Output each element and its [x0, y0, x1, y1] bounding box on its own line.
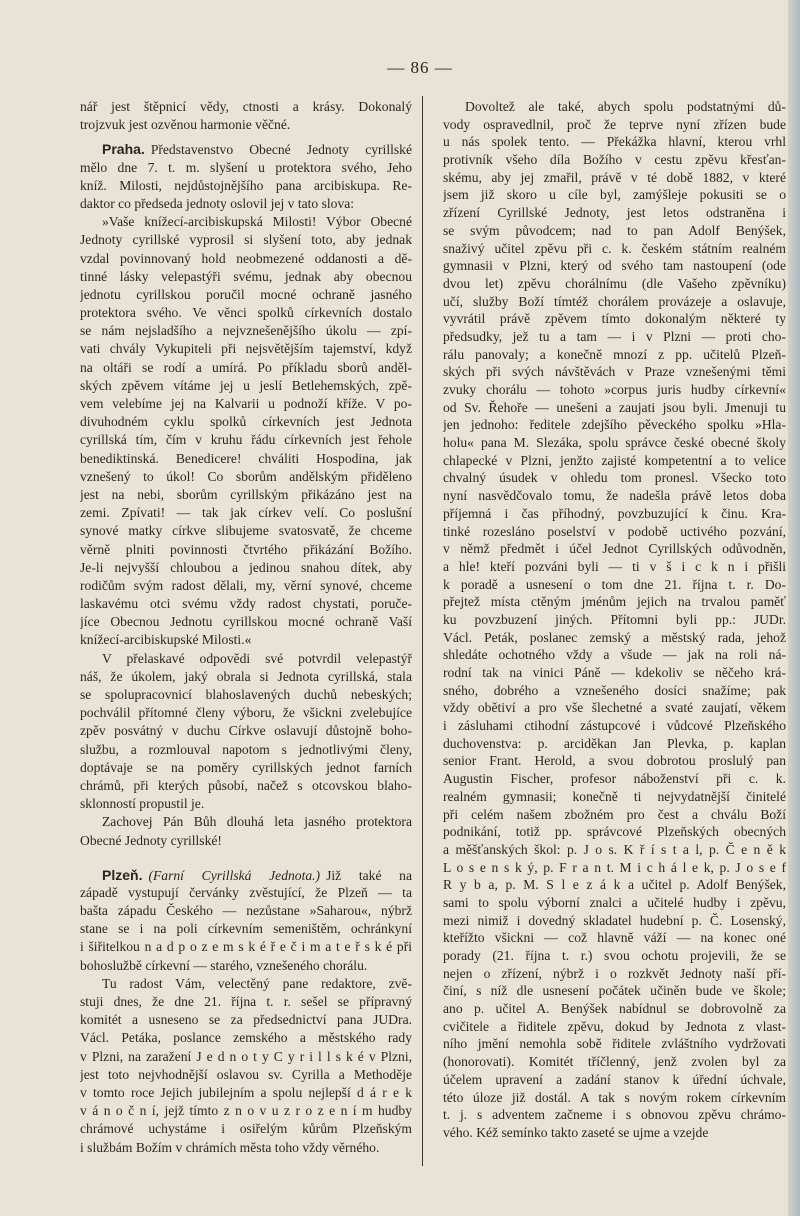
- text-line: [443, 1106, 786, 1124]
- text-line: [80, 668, 412, 686]
- text-line: [80, 613, 412, 631]
- text-line: [80, 559, 412, 577]
- line-text: V přelaskavé odpovědi své potvrdil velepastýř: [102, 650, 412, 666]
- text-line: [80, 938, 412, 956]
- line-text: a měšťanských škol: p. J o s. K ř í s t a l, p. Č e n ě k: [443, 841, 786, 857]
- line-text: a hle! kteří pozváni byli — ti v š i c k n i přišli: [443, 558, 786, 574]
- text-line: [443, 965, 786, 983]
- text-line: [443, 859, 786, 877]
- line-text: snaživý učitel zpěvu při c. k. českém státním realném: [443, 240, 786, 256]
- text-line: [80, 866, 412, 884]
- line-text: rodičům svým radost dělali, my, věrní synové, chceme: [80, 577, 412, 593]
- text-line: [443, 169, 786, 187]
- text-line: [80, 213, 412, 231]
- line-text: ských zpěvem vítáme jej u jeslí Betlehemských, zpě-: [80, 377, 412, 393]
- text-line: [443, 629, 786, 647]
- line-text: kteřížto všickni — což hlavně váží — na konec oné: [443, 930, 786, 946]
- line-text: vznešený to úkol! Co sborům andělským přiděleno: [80, 468, 412, 484]
- text-line: [443, 1071, 786, 1089]
- text-line: [80, 722, 412, 740]
- text-line: [443, 576, 786, 594]
- text-line: [80, 1102, 412, 1120]
- line-text: Představenstvo Obecné Jednoty cyrillské: [150, 142, 412, 158]
- line-text: nyní nasvědčovalo tomu, že nadešla právě letos doba: [443, 488, 786, 504]
- line-text: »Vaše knížecí-arcibiskupská Milosti! Výbor Obecné: [102, 214, 412, 230]
- text-line: [80, 468, 412, 486]
- line-text: vem velebíme jej na Kalvarii u podnoží kříže. V po-: [80, 396, 412, 411]
- paragraph: [80, 650, 412, 814]
- text-line: [80, 431, 412, 449]
- text-line: [80, 413, 412, 431]
- text-line: [80, 686, 412, 704]
- line-text: komitét a usneseno se za předsednictví pana JUDra.: [80, 1012, 412, 1028]
- line-text: jíce Obecnou Jednotu cyrillskou mocné ochraně Vaší: [80, 614, 412, 630]
- paragraph: [80, 98, 412, 134]
- text-line: [443, 717, 786, 735]
- line-text: na oltáři se rodí a umírá. Po příkladu sborů anděl-: [80, 359, 412, 375]
- text-line: [443, 558, 786, 576]
- line-text: jest na nebi, sborům cyrillským přikázáno jest na: [80, 486, 412, 502]
- line-text: bohoslužbě církevní — starého, vznešeného chorálu.: [80, 957, 368, 973]
- line-text: benediktinská. Benedicere! chváliti Hospodina, jak: [80, 450, 412, 466]
- line-text: daktor co předseda jednoty oslovil jej v tato slova:: [80, 195, 355, 211]
- line-text: náš, že úkolem, jaký obrala si Jednota cyrillská, stala: [80, 668, 412, 684]
- text-line: [443, 98, 786, 116]
- text-line: [80, 777, 412, 795]
- paragraph: [80, 866, 412, 975]
- line-text: skému, aby jej zmařil, právě v té době 1882, v které: [443, 169, 786, 185]
- text-line: [443, 1089, 786, 1107]
- text-line: [80, 759, 412, 777]
- text-line: [443, 328, 786, 346]
- line-text: shledáte ochotného vždy a všude — jak na roli ná-: [443, 647, 786, 663]
- text-line: [80, 304, 412, 322]
- text-line: [80, 595, 412, 613]
- line-text: ního jmění nemohla sobě řiditele zvláštního vydržovati: [443, 1036, 786, 1052]
- text-line: [443, 929, 786, 947]
- text-line: [80, 359, 412, 377]
- line-text: jest toto nejvhodnější oslavou sv. Cyrilla a Methoděje: [80, 1066, 412, 1082]
- text-line: [443, 399, 786, 417]
- line-text: zemi. Zpívati! — tak jak církev velí. Co poslušní: [80, 505, 412, 521]
- text-line: [80, 140, 412, 158]
- line-text: od Sv. Řehoře — unešeni a zaujati jsou byli. Jmenuji tu: [443, 399, 786, 415]
- line-text: Je-li nejvyšší chloubou a jedinou snahou dítek, aby: [80, 559, 412, 575]
- line-text: cyrillská tím, čím v kruhu řádu církevních jest řehole: [80, 432, 412, 448]
- text-line: [80, 340, 412, 358]
- text-line: [80, 98, 412, 116]
- line-text: věrně plniti povinnosti čtvrtého přikázání Božího.: [80, 541, 412, 557]
- text-line: [80, 631, 412, 649]
- line-text: v Plzni, na zaražení J e d n o t y C y r i l l s k é v Plzni,: [80, 1048, 412, 1064]
- text-line: [443, 204, 786, 222]
- line-text: Václ. Peták, poslanec zemský a městský rada, jehož: [443, 629, 786, 645]
- text-line: [443, 894, 786, 912]
- text-line: [443, 240, 786, 258]
- line-text: předsudky, jež tu a tam — i v Plzni — proti cho-: [443, 328, 786, 344]
- text-line: [80, 322, 412, 340]
- line-text: jsem již skoro u cíle byl, zamýšleje pokusiti se o: [443, 187, 786, 203]
- text-line: [80, 159, 412, 177]
- text-line: [80, 1048, 412, 1066]
- line-text: sklonností propustil je.: [80, 796, 205, 812]
- line-text: účelem upravení a zadání stanov k úřední úchvale,: [443, 1071, 786, 1087]
- text-line: [443, 151, 786, 169]
- line-text: gymnasii v Plzni, který od svého tam nastoupení (ode: [443, 258, 786, 274]
- line-text: kníž. Milosti, nejdůstojnějšího pana arcibiskupa. Re-: [80, 177, 412, 193]
- line-text: doptávaje se na poměry cyrillských jednot farních: [80, 759, 412, 775]
- line-text: zpěv posvátný v duchu Církve oslavují důstojně boho-: [80, 723, 412, 739]
- text-line: [443, 275, 786, 293]
- text-line: [443, 293, 786, 311]
- line-text: chrámové uchystáme i osiřelým kůrům Plzeňským: [80, 1121, 412, 1137]
- line-text: vého. Kéž semínko takto zaseté se ujme a vzejde: [443, 1124, 709, 1140]
- text-line: [443, 593, 786, 611]
- line-text: knížecí-arcibiskupské Milosti.«: [80, 632, 252, 648]
- line-text: nář jest štěpnicí vědy, ctnosti a krásy. Dokonalý: [80, 99, 412, 114]
- line-text: i šiřitelkou n a d p o z e m s k é ř e č i m a t e ř s k é při: [80, 939, 412, 955]
- line-text: mělo dne 7. t. m. slyšení u protektora svého, Jeho: [80, 159, 412, 175]
- text-line: [80, 795, 412, 813]
- line-text: vody ospravedlnil, proč že teprve nyní zřízen bude: [443, 116, 786, 132]
- text-line: [443, 646, 786, 664]
- paragraph: [80, 975, 412, 1157]
- line-text: (honorovati). Komitét tříčlenný, jenž zvolen byl za: [443, 1054, 786, 1070]
- line-text: trojzvuk jest ozvěnou harmonie věčné.: [80, 117, 291, 133]
- text-line: [443, 823, 786, 841]
- text-line: [443, 770, 786, 788]
- text-line: [443, 806, 786, 824]
- text-line: [443, 257, 786, 275]
- page-number: — 86 —: [387, 58, 453, 77]
- text-line: [443, 947, 786, 965]
- line-text: jen jednoho: ředitele zdejšího pěveckého spolku »Hla-: [443, 417, 786, 433]
- line-text: k poradě a usnesení o tom dne 21. října t. r. Do-: [443, 576, 786, 592]
- line-text: tinké rozesláno poselství v podobě uctivého pozvání,: [443, 523, 786, 539]
- text-line: [443, 752, 786, 770]
- line-text: ku povzbuzení jiných. Přítomni byli pp.: JUDr.: [443, 611, 786, 627]
- line-text: L o s e n s k ý, p. F r a n t. M i c h á l e k, p. J o s e f: [443, 859, 786, 875]
- text-line: [443, 452, 786, 470]
- line-text: činí, s níž dle usnesení počátek učiněn bude ve škole;: [443, 983, 786, 999]
- line-text: podnikání, totiž pp. správcové Plzeňských obecných: [443, 824, 786, 840]
- line-text: laskavému otci svému vždy radost chystati, poruče-: [80, 596, 412, 612]
- line-text: ských při svých návštěvách v Praze vznešenými těmi: [443, 364, 786, 380]
- text-line: [80, 832, 412, 850]
- line-text: R y b a, p. M. S l e z á k a učitel p. Adolf Benýšek,: [443, 877, 786, 893]
- paragraph: [80, 140, 412, 213]
- text-line: [443, 186, 786, 204]
- text-line: [80, 286, 412, 304]
- line-text: protivník všeho díla Božího v cestu zpěvu křesťan-: [443, 152, 786, 168]
- text-line: [443, 1053, 786, 1071]
- text-line: [443, 1000, 786, 1018]
- text-line: [80, 902, 412, 920]
- line-text: zřízení Cyrillské Jednoty, jest letos odstraněna i: [443, 205, 786, 221]
- text-line: [80, 395, 412, 413]
- line-text: ano p. učitel A. Benýšek nabídnul se dobrovolně za: [443, 1001, 786, 1017]
- line-text: se nám nejsladšího a nejvznešenějšího úkolu — zpí-: [80, 323, 412, 339]
- text-line: [443, 116, 786, 134]
- text-line: [80, 884, 412, 902]
- left-column: [80, 98, 412, 1157]
- text-line: [443, 505, 786, 523]
- text-line: [80, 1066, 412, 1084]
- line-text: vzdal povinnovaný hold neobmezené oddanosti a dě-: [80, 250, 412, 266]
- line-text: duchovenstva: p. arciděkan Jan Plevka, p. kaplan: [443, 735, 786, 751]
- text-line: [443, 912, 786, 930]
- line-text: při celém našem zbožném pro čest a chválu Boží: [443, 806, 786, 822]
- paragraph: [80, 813, 412, 849]
- text-line: [443, 1018, 786, 1036]
- line-text: chlapecké v Plzni, jenžto zajisté kompetentní a to velice: [443, 452, 786, 468]
- line-text: západě vystupují červánky zvěstující, že Plzeň — ta: [80, 884, 412, 900]
- line-text: v němž předmět i účel Jednot Cyrillských odůvodněn,: [443, 541, 786, 557]
- page-edge: [788, 0, 800, 1216]
- line-text: realném gymnasii; konečně ti nejvydatnější činitelé: [443, 788, 786, 804]
- text-line: [80, 920, 412, 938]
- text-line: [443, 346, 786, 364]
- text-line: [443, 523, 786, 541]
- section-heading: Plzeň.: [102, 866, 143, 883]
- text-line: [80, 1139, 412, 1157]
- text-line: [80, 486, 412, 504]
- text-line: [80, 813, 412, 831]
- line-text: Zachovej Pán Bůh dlouhá leta jasného protektora: [102, 814, 412, 830]
- text-line: [80, 268, 412, 286]
- line-text: Dovoltež ale také, abych spolu podstatnými dů-: [465, 99, 786, 114]
- text-line: [443, 982, 786, 1000]
- line-text: tinné lásky velepastýři svému, jednak aby obecnou: [80, 268, 412, 284]
- line-text: t. j. s adventem začneme i s obnovou zpěvu chrámo-: [443, 1107, 786, 1123]
- text-line: [80, 1084, 412, 1102]
- text-line: [80, 377, 412, 395]
- line-text: stane se i na poli církevním semeništěm, ochránkyní: [80, 921, 412, 937]
- line-text: Tu radost Vám, velectěný pane redaktore, zvě-: [102, 975, 412, 991]
- text-line: [80, 250, 412, 268]
- line-text: se svým původcem; nad to pan Adolf Benýšek,: [443, 222, 786, 238]
- line-text: chvalný úsudek v ohledu tom pronesl. Všecko toto: [443, 470, 786, 486]
- text-line: [80, 1029, 412, 1047]
- text-line: [80, 704, 412, 722]
- text-line: [443, 1035, 786, 1053]
- line-text: přejtež místa ctěným jménům jejich na trvalou paměť: [443, 594, 786, 610]
- text-line: [443, 841, 786, 859]
- text-line: [443, 416, 786, 434]
- text-line: [80, 504, 412, 522]
- text-line: [443, 381, 786, 399]
- line-text: synové matky církve slibujeme svatosvatě, že chceme: [80, 523, 412, 539]
- text-line: [443, 469, 786, 487]
- line-text: i zásluhami ctihodní zástupcové i vůdcové Plzeňského: [443, 718, 786, 734]
- line-text: vati chvály Vykupiteli při nejsvětějším tajemství, když: [80, 341, 412, 357]
- text-line: [443, 434, 786, 452]
- line-text: u nás spolek tento. — Překážka hlavní, kterou vrhl: [443, 134, 786, 150]
- line-text: jednotu cyrillskou poručil mocné ochraně jasného: [80, 286, 412, 302]
- line-text: v tomto roce Jejich jubilejním a spolu nejlepší d á r e k: [80, 1084, 412, 1100]
- line-text: stuji dnes, že dne 21. října t. r. sešel se přípravný: [80, 994, 412, 1009]
- text-line: [80, 741, 412, 759]
- text-line: [80, 650, 412, 668]
- section-subheading: (Farní Cyrillská Jednota.): [148, 867, 321, 883]
- text-line: [80, 450, 412, 468]
- text-line: [80, 957, 412, 975]
- text-line: [443, 1124, 786, 1142]
- column-divider: [422, 96, 423, 1166]
- line-text: senior Frant. Herold, a svou dobrotou proslulý pan: [443, 753, 786, 769]
- text-line: [80, 522, 412, 540]
- line-text: Již také na: [326, 867, 412, 883]
- line-text: Augustin Fischer, profesor náboženství při c. k.: [443, 771, 786, 787]
- line-text: příjemná i čas příhodný, povzbuzující k činu. Kra-: [443, 505, 786, 521]
- line-text: cvičitele a řiditele zpěvu, dokud by Jednota z vlast-: [443, 1018, 786, 1034]
- text-line: [80, 577, 412, 595]
- text-line: [80, 231, 412, 249]
- line-text: sami to spolu výborní znalci a učitelé hudby i zpěvu,: [443, 894, 786, 910]
- line-text: vyvrátil právě zpěvem tímto dokonalým některé ty: [443, 311, 786, 327]
- line-text: porady (21. října t. r.) svou ochotu projevili, že se: [443, 948, 786, 963]
- text-line: [80, 1011, 412, 1029]
- line-text: divuhodném cyklu spolků církevních jest Jednota: [80, 414, 412, 430]
- text-line: [80, 975, 412, 993]
- text-line: [80, 195, 412, 213]
- line-text: rodní tak na vinici Páně — kdekoliv se něčeho krá-: [443, 665, 786, 680]
- text-line: [443, 682, 786, 700]
- line-text: protektora svého. Ve věnci spolků církevních dostalo: [80, 305, 412, 321]
- line-text: sného, dobrého a vznešeného dosíci snažíme; pak: [443, 682, 786, 698]
- text-line: [443, 876, 786, 894]
- line-text: službu, a rozmlouval napotom s jednotlivými členy,: [80, 741, 412, 757]
- text-line: [443, 699, 786, 717]
- line-text: nejen o zřízení, nýbrž i o rozkvět Jednoty naší pří-: [443, 965, 786, 981]
- line-text: vždy obětiví a pro vše šlechetné a svaté zaujatí, věkem: [443, 700, 786, 716]
- line-text: v á n o č n í, jejž tímto z n o v u z r o z e n í m hudby: [80, 1103, 412, 1119]
- line-text: se spolupracovnicí blahoslavených duchů nebeských;: [80, 687, 412, 702]
- paragraph: [80, 213, 412, 650]
- text-line: [80, 116, 412, 134]
- line-text: bašta západu Českého — nezůstane »Saharou«, nýbrž: [80, 903, 412, 919]
- text-line: [443, 540, 786, 558]
- line-text: učí, služby Boží tímtéž chorálem provázeje a oslavuje,: [443, 293, 786, 309]
- right-column: [443, 98, 786, 1142]
- line-text: této úloze již dostál. A tak s novým rokem církevním: [443, 1089, 786, 1105]
- text-line: [443, 735, 786, 753]
- line-text: Jednoty cyrillské vyprosil si slyšení toto, aby jednak: [80, 232, 412, 248]
- line-text: chrámů, při kterých působí, načež s otcovskou blaho-: [80, 777, 412, 793]
- line-text: zvuky chorálu — tohoto »corpus juris hudby církevní«: [443, 382, 786, 397]
- line-text: holu« pana M. Slezáka, spolu správce české obecné školy: [443, 435, 786, 451]
- text-line: [443, 611, 786, 629]
- text-line: [443, 363, 786, 381]
- text-line: [443, 222, 786, 240]
- line-text: Václ. Petáka, poslance zemského a městského rady: [80, 1030, 412, 1046]
- text-line: [80, 541, 412, 559]
- line-text: dvou let) zpěvu chorálnímu (dle Vašeho zpěvníku): [443, 275, 786, 291]
- text-line: [443, 133, 786, 151]
- text-line: [443, 788, 786, 806]
- line-text: rálu panovaly; a konečně mnozí z pp. učitelů Plzeň-: [443, 346, 786, 362]
- text-line: [443, 664, 786, 682]
- text-line: [443, 310, 786, 328]
- text-line: [443, 487, 786, 505]
- paragraph: [443, 98, 786, 1142]
- text-line: [80, 1120, 412, 1138]
- text-line: [80, 177, 412, 195]
- line-text: pochválil přítomné členy výboru, že všickni zvelebujíce: [80, 705, 412, 721]
- line-text: i službám Božím v chrámích města toho vždy věrného.: [80, 1139, 380, 1155]
- text-line: [80, 993, 412, 1011]
- line-text: mezi nimiž i dovedný skladatel hudební p. Č. Losenský,: [443, 912, 786, 928]
- line-text: Obecné Jednoty cyrillské!: [80, 832, 222, 848]
- section-heading: Praha.: [102, 141, 145, 158]
